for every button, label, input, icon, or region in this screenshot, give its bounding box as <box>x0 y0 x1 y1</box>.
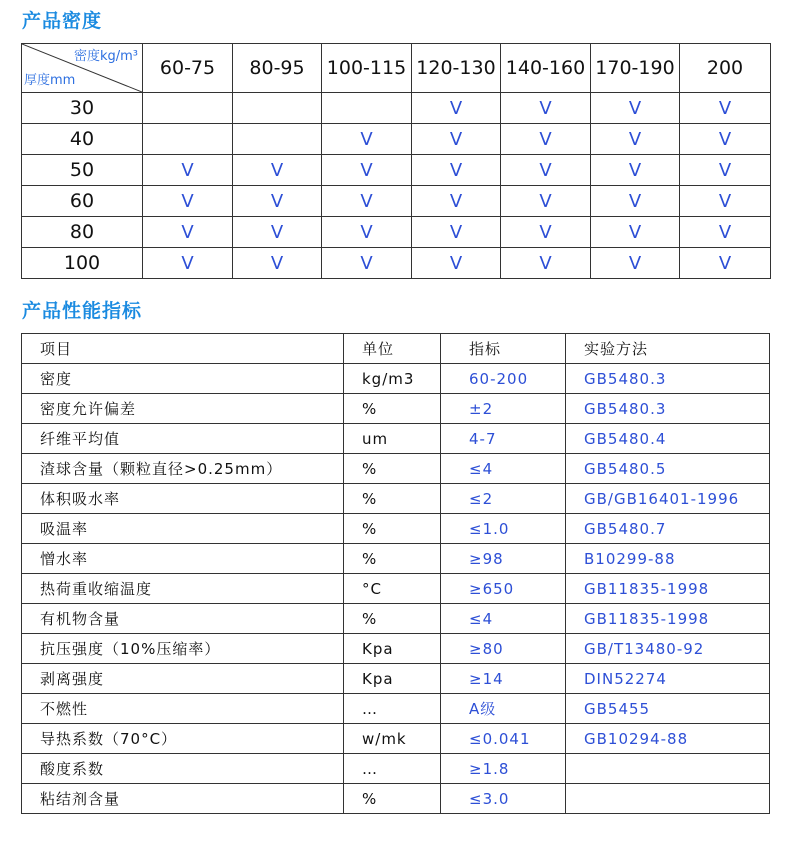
unit-cell: % <box>344 454 441 484</box>
density-column-header: 120-130 <box>412 44 501 93</box>
thickness-cell: 100 <box>22 248 143 279</box>
density-section-title: 产品密度 <box>22 10 103 32</box>
performance-row <box>22 364 770 394</box>
item-cell: 酸度系数 <box>22 754 344 784</box>
unit-cell: Kpa <box>344 634 441 664</box>
test-method-cell <box>566 754 770 784</box>
unit-cell: … <box>344 694 441 724</box>
availability-cell: V <box>680 186 771 217</box>
spec-cell: ≥80 <box>441 634 566 664</box>
test-method-cell: GB11835-1998 <box>566 574 770 604</box>
unit-cell: % <box>344 544 441 574</box>
test-method-cell: GB5480.3 <box>566 394 770 424</box>
item-cell: 粘结剂含量 <box>22 784 344 814</box>
availability-cell: V <box>591 217 680 248</box>
performance-row <box>22 454 770 484</box>
unit-cell: w/mk <box>344 724 441 754</box>
density-header-row <box>22 44 771 93</box>
spec-cell: ≤3.0 <box>441 784 566 814</box>
test-method-cell <box>566 784 770 814</box>
performance-row <box>22 574 770 604</box>
availability-cell: V <box>680 217 771 248</box>
thickness-axis-label: 厚度mm <box>24 73 76 88</box>
density-column-header: 60-75 <box>143 44 233 93</box>
unit-cell: um <box>344 424 441 454</box>
item-cell: 密度 <box>22 364 344 394</box>
availability-cell: V <box>591 248 680 279</box>
performance-row <box>22 664 770 694</box>
availability-cell: V <box>680 155 771 186</box>
performance-row <box>22 604 770 634</box>
availability-cell: V <box>501 124 591 155</box>
availability-cell <box>233 93 322 124</box>
spec-cell: ±2 <box>441 394 566 424</box>
performance-row <box>22 754 770 784</box>
unit-cell: kg/m3 <box>344 364 441 394</box>
spec-cell: 4-7 <box>441 424 566 454</box>
availability-cell: V <box>501 186 591 217</box>
availability-cell: V <box>233 217 322 248</box>
performance-row <box>22 634 770 664</box>
item-cell: 有机物含量 <box>22 604 344 634</box>
test-method-cell: GB5480.7 <box>566 514 770 544</box>
unit-cell: % <box>344 604 441 634</box>
performance-column-header: 单位 <box>344 334 441 364</box>
thickness-cell: 50 <box>22 155 143 186</box>
availability-cell: V <box>412 155 501 186</box>
test-method-cell: GB10294-88 <box>566 724 770 754</box>
spec-cell: ≤1.0 <box>441 514 566 544</box>
item-cell: 体积吸水率 <box>22 484 344 514</box>
availability-cell: V <box>143 248 233 279</box>
density-row <box>22 124 771 155</box>
performance-row <box>22 514 770 544</box>
density-axis-label: 密度kg/m³ <box>73 49 138 64</box>
availability-cell: V <box>412 93 501 124</box>
availability-cell: V <box>412 248 501 279</box>
performance-column-header: 实验方法 <box>566 334 770 364</box>
availability-cell: V <box>322 186 412 217</box>
performance-row <box>22 694 770 724</box>
density-column-header: 140-160 <box>501 44 591 93</box>
test-method-cell: GB/GB16401-1996 <box>566 484 770 514</box>
availability-cell: V <box>143 186 233 217</box>
density-table <box>21 43 771 279</box>
density-column-header: 100-115 <box>322 44 412 93</box>
availability-cell: V <box>591 93 680 124</box>
thickness-cell: 30 <box>22 93 143 124</box>
unit-cell: % <box>344 394 441 424</box>
density-row <box>22 217 771 248</box>
availability-cell: V <box>233 155 322 186</box>
availability-cell: V <box>412 217 501 248</box>
item-cell: 导热系数（70°C） <box>22 724 344 754</box>
availability-cell <box>143 124 233 155</box>
density-row <box>22 248 771 279</box>
availability-cell: V <box>233 186 322 217</box>
availability-cell: V <box>501 155 591 186</box>
item-cell: 热荷重收缩温度 <box>22 574 344 604</box>
performance-row <box>22 724 770 754</box>
thickness-cell: 40 <box>22 124 143 155</box>
test-method-cell: DIN52274 <box>566 664 770 694</box>
availability-cell: V <box>680 248 771 279</box>
performance-column-header: 项目 <box>22 334 344 364</box>
unit-cell: % <box>344 484 441 514</box>
item-cell: 憎水率 <box>22 544 344 574</box>
availability-cell: V <box>143 155 233 186</box>
availability-cell: V <box>233 248 322 279</box>
density-row <box>22 93 771 124</box>
performance-row <box>22 394 770 424</box>
availability-cell <box>233 124 322 155</box>
spec-cell: ≤0.041 <box>441 724 566 754</box>
thickness-cell: 80 <box>22 217 143 248</box>
spec-cell: ≥98 <box>441 544 566 574</box>
availability-cell: V <box>143 217 233 248</box>
unit-cell: Kpa <box>344 664 441 694</box>
availability-cell: V <box>322 217 412 248</box>
item-cell: 密度允许偏差 <box>22 394 344 424</box>
availability-cell: V <box>322 248 412 279</box>
test-method-cell: B10299-88 <box>566 544 770 574</box>
unit-cell: % <box>344 514 441 544</box>
density-column-header: 170-190 <box>591 44 680 93</box>
availability-cell: V <box>412 124 501 155</box>
availability-cell: V <box>322 155 412 186</box>
availability-cell <box>143 93 233 124</box>
performance-column-header: 指标 <box>441 334 566 364</box>
performance-row <box>22 544 770 574</box>
availability-cell: V <box>591 186 680 217</box>
test-method-cell: GB5480.5 <box>566 454 770 484</box>
item-cell: 纤维平均值 <box>22 424 344 454</box>
spec-cell: ≤2 <box>441 484 566 514</box>
availability-cell <box>322 93 412 124</box>
availability-cell: V <box>501 217 591 248</box>
spec-cell: 60-200 <box>441 364 566 394</box>
test-method-cell: GB5480.4 <box>566 424 770 454</box>
item-cell: 抗压强度（10%压缩率） <box>22 634 344 664</box>
performance-section-title: 产品性能指标 <box>22 300 143 322</box>
test-method-cell: GB5455 <box>566 694 770 724</box>
performance-table <box>21 333 770 814</box>
test-method-cell: GB5480.3 <box>566 364 770 394</box>
availability-cell: V <box>680 124 771 155</box>
density-column-header: 80-95 <box>233 44 322 93</box>
density-column-header: 200 <box>680 44 771 93</box>
availability-cell: V <box>591 155 680 186</box>
availability-cell: V <box>680 93 771 124</box>
availability-cell: V <box>501 248 591 279</box>
performance-row <box>22 424 770 454</box>
unit-cell: … <box>344 754 441 784</box>
unit-cell: % <box>344 784 441 814</box>
spec-cell: ≥14 <box>441 664 566 694</box>
availability-cell: V <box>412 186 501 217</box>
spec-cell: A级 <box>441 694 566 724</box>
item-cell: 渣球含量（颗粒直径>0.25mm） <box>22 454 344 484</box>
item-cell: 不燃性 <box>22 694 344 724</box>
test-method-cell: GB11835-1998 <box>566 604 770 634</box>
spec-cell: ≤4 <box>441 604 566 634</box>
availability-cell: V <box>501 93 591 124</box>
density-corner-cell <box>22 44 143 93</box>
spec-cell: ≥1.8 <box>441 754 566 784</box>
spec-cell: ≥650 <box>441 574 566 604</box>
spec-cell: ≤4 <box>441 454 566 484</box>
thickness-cell: 60 <box>22 186 143 217</box>
availability-cell: V <box>322 124 412 155</box>
availability-cell: V <box>591 124 680 155</box>
density-row <box>22 186 771 217</box>
item-cell: 吸温率 <box>22 514 344 544</box>
density-row <box>22 155 771 186</box>
performance-row <box>22 484 770 514</box>
item-cell: 剥离强度 <box>22 664 344 694</box>
test-method-cell: GB/T13480-92 <box>566 634 770 664</box>
performance-row <box>22 784 770 814</box>
unit-cell: °C <box>344 574 441 604</box>
performance-header-row <box>22 334 770 364</box>
